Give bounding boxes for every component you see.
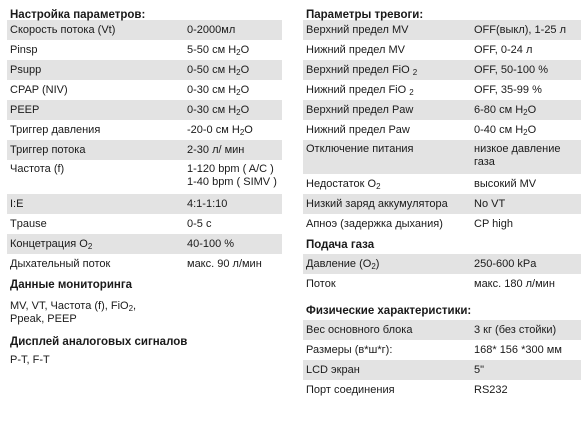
physical-value: 168* 156 *300 мм [474, 344, 562, 356]
setting-row [7, 100, 282, 120]
analog-heading: Дисплей аналоговых сигналов [7, 330, 282, 350]
settings-column [7, 0, 282, 367]
alarm-value: No VT [474, 198, 506, 210]
alarm-value: OFF, 50-100 % [474, 64, 548, 76]
setting-label: Скорость потока (Vt) [10, 24, 116, 36]
alarm-value: CP high [474, 218, 513, 230]
alarm-label: Верхний предел MV [306, 24, 409, 36]
alarm-row [303, 80, 581, 100]
alarm-row [303, 174, 581, 194]
alarm-value: 0-40 см $H_2O$ [474, 124, 537, 137]
alarm-row [303, 60, 581, 80]
alarm-label: Отключение питания [306, 143, 414, 155]
gas-label: Давление $(O_2)$ [306, 258, 380, 271]
setting-label: Psupp [10, 64, 42, 76]
settings-heading: Настройка параметров: [10, 9, 146, 21]
physical-row [303, 360, 581, 380]
setting-value: 0-5 с [187, 218, 212, 230]
alarm-value: высокий MV [474, 178, 537, 190]
alarm-row [303, 214, 581, 234]
physical-row [303, 320, 581, 340]
alarm-row [303, 194, 581, 214]
alarm-label: Недостаток $O_2$ [306, 178, 381, 191]
alarm-row [303, 140, 581, 174]
setting-label: Дыхательный поток [10, 258, 111, 270]
setting-row [7, 20, 282, 40]
alarm-value: OFF, 0-24 л [474, 44, 533, 56]
setting-row [7, 254, 282, 274]
alarm-heading: Параметры тревоги: [306, 9, 424, 21]
alarm-row [303, 100, 581, 120]
setting-value: 0-30 см $H_2O$ [187, 104, 250, 117]
alarm-row [303, 120, 581, 140]
physical-row [303, 380, 581, 400]
monitoring-text: MV, VT, Частота (f), FiO$_2$, Ppeak, PEEP [10, 300, 137, 325]
alarm-label: Нижний предел FiO $_2$ [306, 84, 414, 97]
setting-value: 1-120 bpm ( A/C ) 1-40 bpm ( SIMV ) [187, 163, 277, 188]
setting-label: Триггер потока [10, 144, 86, 156]
gas-table [303, 254, 581, 294]
physical-label: Порт соединения [306, 384, 395, 396]
alarm-label: Верхний предел FiO $_2$ [306, 64, 418, 77]
gas-value: макс. 180 л/мин [474, 278, 555, 290]
setting-row [7, 80, 282, 100]
setting-row [7, 194, 282, 214]
setting-label: I:E [10, 198, 24, 210]
setting-label: Концетрация $O_2$ [10, 238, 93, 251]
setting-row [7, 234, 282, 254]
setting-row [7, 120, 282, 140]
gas-row [303, 254, 581, 274]
alarm-table [303, 20, 581, 234]
setting-value: 40-100 % [187, 238, 235, 250]
setting-row [7, 60, 282, 80]
setting-value: 0-30 см $H_2O$ [187, 84, 250, 97]
setting-value: 2-30 л/ мин [187, 144, 245, 156]
setting-label: PEEP [10, 104, 40, 116]
alarm-column [303, 0, 581, 400]
physical-label: Вес основного блока [306, 324, 413, 336]
setting-label: Частота (f) [10, 163, 65, 175]
gas-heading: Подача газа [303, 234, 581, 254]
setting-value: -20-0 см $H_2O$ [187, 124, 253, 137]
alarm-row [303, 20, 581, 40]
settings-table [7, 20, 282, 274]
setting-row [7, 40, 282, 60]
alarm-label: Нижний предел MV [306, 44, 405, 56]
gas-label: Поток [306, 278, 336, 290]
gas-row [303, 274, 581, 294]
setting-value: 5-50 см $H_2O$ [187, 44, 250, 57]
alarm-label: Низкий заряд аккумулятора [306, 198, 448, 210]
setting-label: Триггер давления [10, 124, 101, 136]
setting-label: Tpause [10, 218, 47, 230]
physical-value: 5" [474, 364, 485, 376]
setting-value: 4:1-1:10 [187, 198, 228, 210]
setting-value: 0-2000мл [187, 24, 236, 36]
physical-value: RS232 [474, 384, 508, 396]
alarm-value: 6-80 см $H_2O$ [474, 104, 537, 117]
physical-label: LCD экран [306, 364, 360, 376]
monitoring-heading: Данные мониторинга [7, 274, 282, 296]
physical-row [303, 340, 581, 360]
alarm-value: OFF, 35-99 % [474, 84, 542, 96]
gas-value: 250-600 kPa [474, 258, 537, 270]
setting-value: 0-50 см $H_2O$ [187, 64, 250, 77]
physical-heading: Физические характеристики: [303, 294, 581, 320]
setting-value: макс. 90 л/мин [187, 258, 262, 270]
physical-label: Размеры (в*ш*г): [306, 344, 393, 356]
physical-table [303, 320, 581, 400]
alarm-label: Верхний предел Paw [306, 104, 414, 116]
setting-label: CPAP (NIV) [10, 84, 68, 96]
alarm-row [303, 40, 581, 60]
setting-label: Pinsp [10, 44, 38, 56]
setting-row [7, 160, 282, 194]
analog-text: P-T, F-T [10, 354, 50, 366]
alarm-value: OFF(выкл), 1-25 л [474, 24, 567, 36]
setting-row [7, 214, 282, 234]
alarm-value: низкое давление газа [474, 143, 561, 168]
alarm-label: Нижний предел Paw [306, 124, 410, 136]
alarm-label: Апноэ (задержка дыхания) [306, 218, 443, 230]
setting-row [7, 140, 282, 160]
physical-value: 3 кг (без стойки) [474, 324, 557, 336]
